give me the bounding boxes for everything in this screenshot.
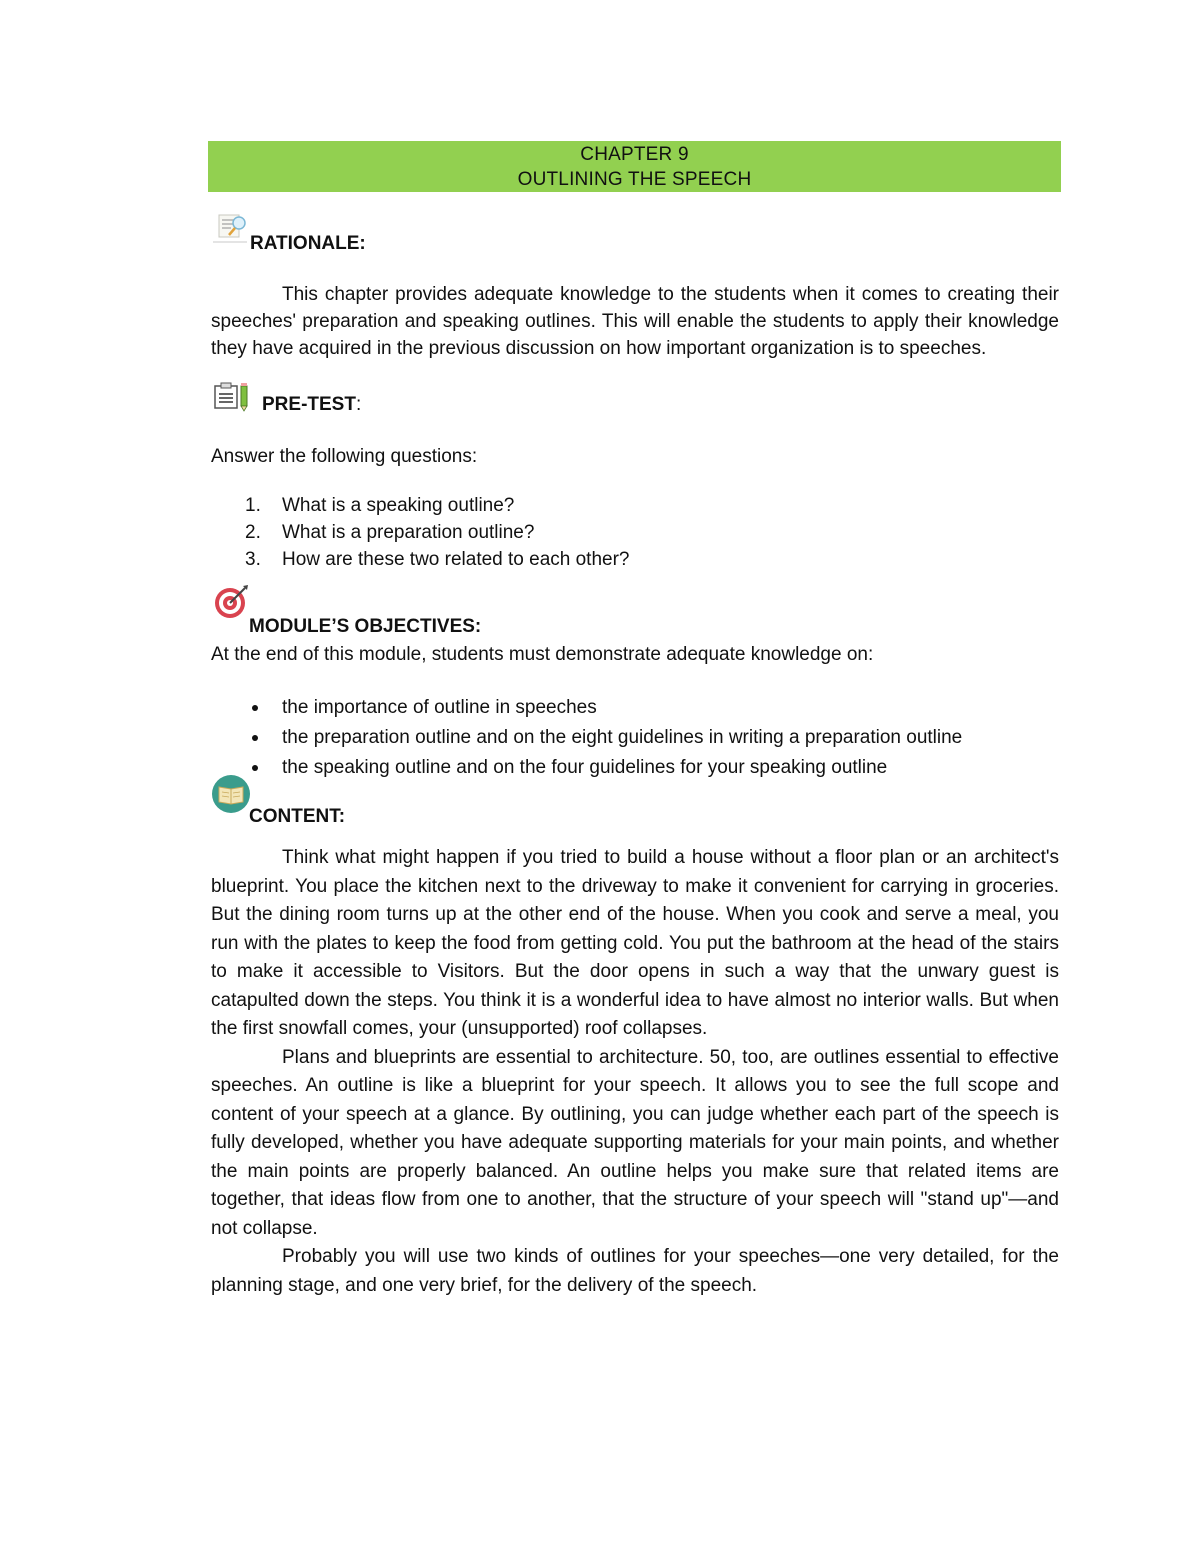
pretest-question-list xyxy=(211,492,1059,573)
pretest-question: 2. What is a preparation outline? xyxy=(245,522,535,543)
pretest-instruction: Answer the following questions: xyxy=(211,446,478,467)
pretest-heading-colon: : xyxy=(355,394,362,415)
notepad-magnifier-icon xyxy=(213,213,249,245)
page-content xyxy=(211,141,1059,1300)
content-body xyxy=(211,844,1059,1300)
open-book-icon xyxy=(211,774,251,814)
bullet-icon xyxy=(252,705,258,711)
pretest-heading-text: PRE-TEST xyxy=(262,394,356,415)
chapter-banner xyxy=(208,141,1061,192)
chapter-number: CHAPTER 9 xyxy=(580,144,689,165)
clipboard-pencil-icon xyxy=(213,382,257,412)
rationale-body: This chapter provides adequate knowledge to the students when it comes to creating their speeches' preparation and speaking outlines. This will enable the students to apply their knowledge they have acquired in the previous discussion on how important organization is to speeches. xyxy=(211,284,1059,359)
objectives-list xyxy=(211,693,1059,783)
bullet-icon xyxy=(252,765,258,771)
pretest-question: 1. What is a speaking outline? xyxy=(245,495,515,516)
chapter-title: OUTLINING THE SPEECH xyxy=(517,169,752,190)
objectives-heading xyxy=(211,614,1059,639)
target-dart-icon xyxy=(213,584,249,620)
objectives-heading-text: MODULE’S OBJECTIVES: xyxy=(249,616,482,637)
content-heading xyxy=(211,804,1059,829)
objective-item: the speaking outline and on the four guidelines for your speaking outline xyxy=(211,753,1059,783)
pretest-heading xyxy=(211,392,1059,417)
objective-item: the importance of outline in speeches xyxy=(211,693,1059,723)
content-paragraph: Plans and blueprints are essential to architecture. 50, too, are outlines essential to effective speeches. An outline is like a blueprint for your speech. It allows you to see the full scope and content of your speech at a glance. By outlining, you can judge whether each part of the speech is fully developed, whether you have adequate supporting materials for your main points, and whether the main points are properly balanced. An outline helps you make sure that related items are together, that ideas flow from one to another, that the structure of your speech will "stand up"—and not collapse. xyxy=(211,1046,1059,1239)
pretest-question: 3. How are these two related to each other? xyxy=(245,549,630,570)
content-heading-text: CONTENT: xyxy=(249,806,346,827)
objective-item: the preparation outline and on the eight guidelines in writing a preparation outline xyxy=(211,723,1059,753)
content-paragraph: Probably you will use two kinds of outlines for your speeches—one very detailed, for the planning stage, and one very brief, for the delivery of the speech. xyxy=(211,1246,1059,1296)
content-paragraph: Think what might happen if you tried to build a house without a floor plan or an architect's blueprint. You place the kitchen next to the driveway to make it convenient for carrying in groceries. But the dining room turns up at the other end of the house. When you cook and serve a meal, you run with the plates to keep the food from getting cold. You put the bathroom at the head of the stairs to make it accessible to Visitors. But the door opens in such a way that the unwary guest is catapulted down the steps. You think it is a wonderful idea to have almost no interior walls. But when the first snowfall comes, your (unsupported) roof collapses. xyxy=(211,847,1059,1039)
bullet-icon xyxy=(252,735,258,741)
objectives-intro: At the end of this module, students must demonstrate adequate knowledge on: xyxy=(211,644,874,665)
rationale-heading-text: RATIONALE: xyxy=(250,233,366,254)
rationale-heading xyxy=(211,231,1059,256)
